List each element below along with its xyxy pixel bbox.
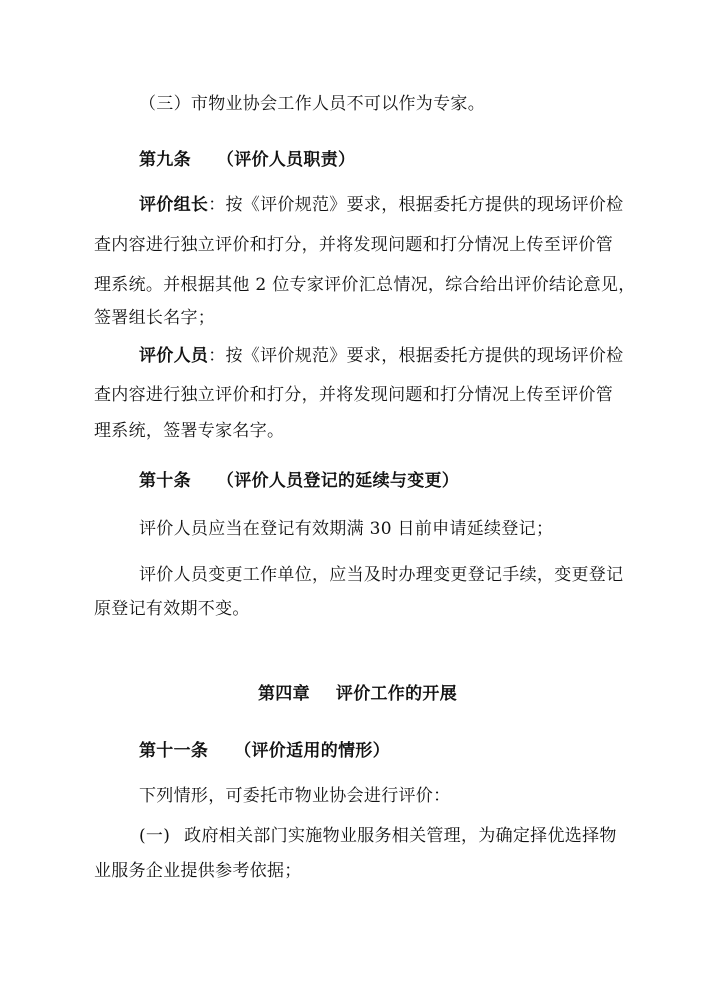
article-10-number: 第十条 <box>139 471 191 491</box>
article-11-intro: 下列情形，可委托市物业协会进行评价： <box>139 786 451 806</box>
article-10-paragraph-2-line-2: 原登记有效期不变。 <box>94 599 250 619</box>
staff-duty-line-1 <box>139 345 623 367</box>
leader-duty-line-1 <box>139 194 623 216</box>
article-10-paragraph-1: 评价人员应当在登记有效期满 30 日前申请延续登记； <box>139 519 554 539</box>
article-9-title: （评价人员职责） <box>216 150 356 170</box>
item-1-marker: (一) <box>139 826 171 846</box>
article-11-heading <box>139 740 390 762</box>
article-10-heading <box>139 470 459 492</box>
article-9-heading <box>139 149 355 171</box>
leader-duty-line-4: 签署组长名字； <box>94 308 216 328</box>
leader-duty-line-2: 查内容进行独立评价和打分，并将发现问题和打分情况上传至评价管 <box>94 235 613 255</box>
article-11-number: 第十一条 <box>139 741 209 761</box>
leader-label: 评价组长 <box>139 195 209 215</box>
chapter-title: 评价工作的开展 <box>335 684 458 704</box>
staff-label: 评价人员 <box>139 346 209 366</box>
staff-text-1: ：按《评价规范》要求，根据委托方提供的现场评价检 <box>208 346 624 366</box>
chapter-number: 第四章 <box>258 684 310 704</box>
leader-duty-line-3: 理系统。并根据其他 2 位专家评价汇总情况，综合给出评价结论意见， <box>94 275 636 295</box>
article-10-title: （评价人员登记的延续与变更） <box>216 471 460 491</box>
item-1-line-2: 业服务企业提供参考依据； <box>94 861 302 881</box>
chapter-4-heading <box>258 683 457 705</box>
item-1-text-1: 政府相关部门实施物业服务相关管理，为确定择优选择物 <box>184 826 617 846</box>
clause-3-paragraph: （三）市物业协会工作人员不可以作为专家。 <box>139 94 485 114</box>
item-1-line-1 <box>139 825 617 847</box>
article-9-number: 第九条 <box>139 150 191 170</box>
staff-duty-line-2: 查内容进行独立评价和打分，并将发现问题和打分情况上传至评价管 <box>94 385 613 405</box>
leader-text-1: ：按《评价规范》要求，根据委托方提供的现场评价检 <box>208 195 624 215</box>
article-10-paragraph-2-line-1: 评价人员变更工作单位，应当及时办理变更登记手续，变更登记 <box>139 565 624 585</box>
staff-duty-line-3: 理系统，签署专家名字。 <box>94 421 285 441</box>
article-11-title: （评价适用的情形） <box>234 741 390 761</box>
